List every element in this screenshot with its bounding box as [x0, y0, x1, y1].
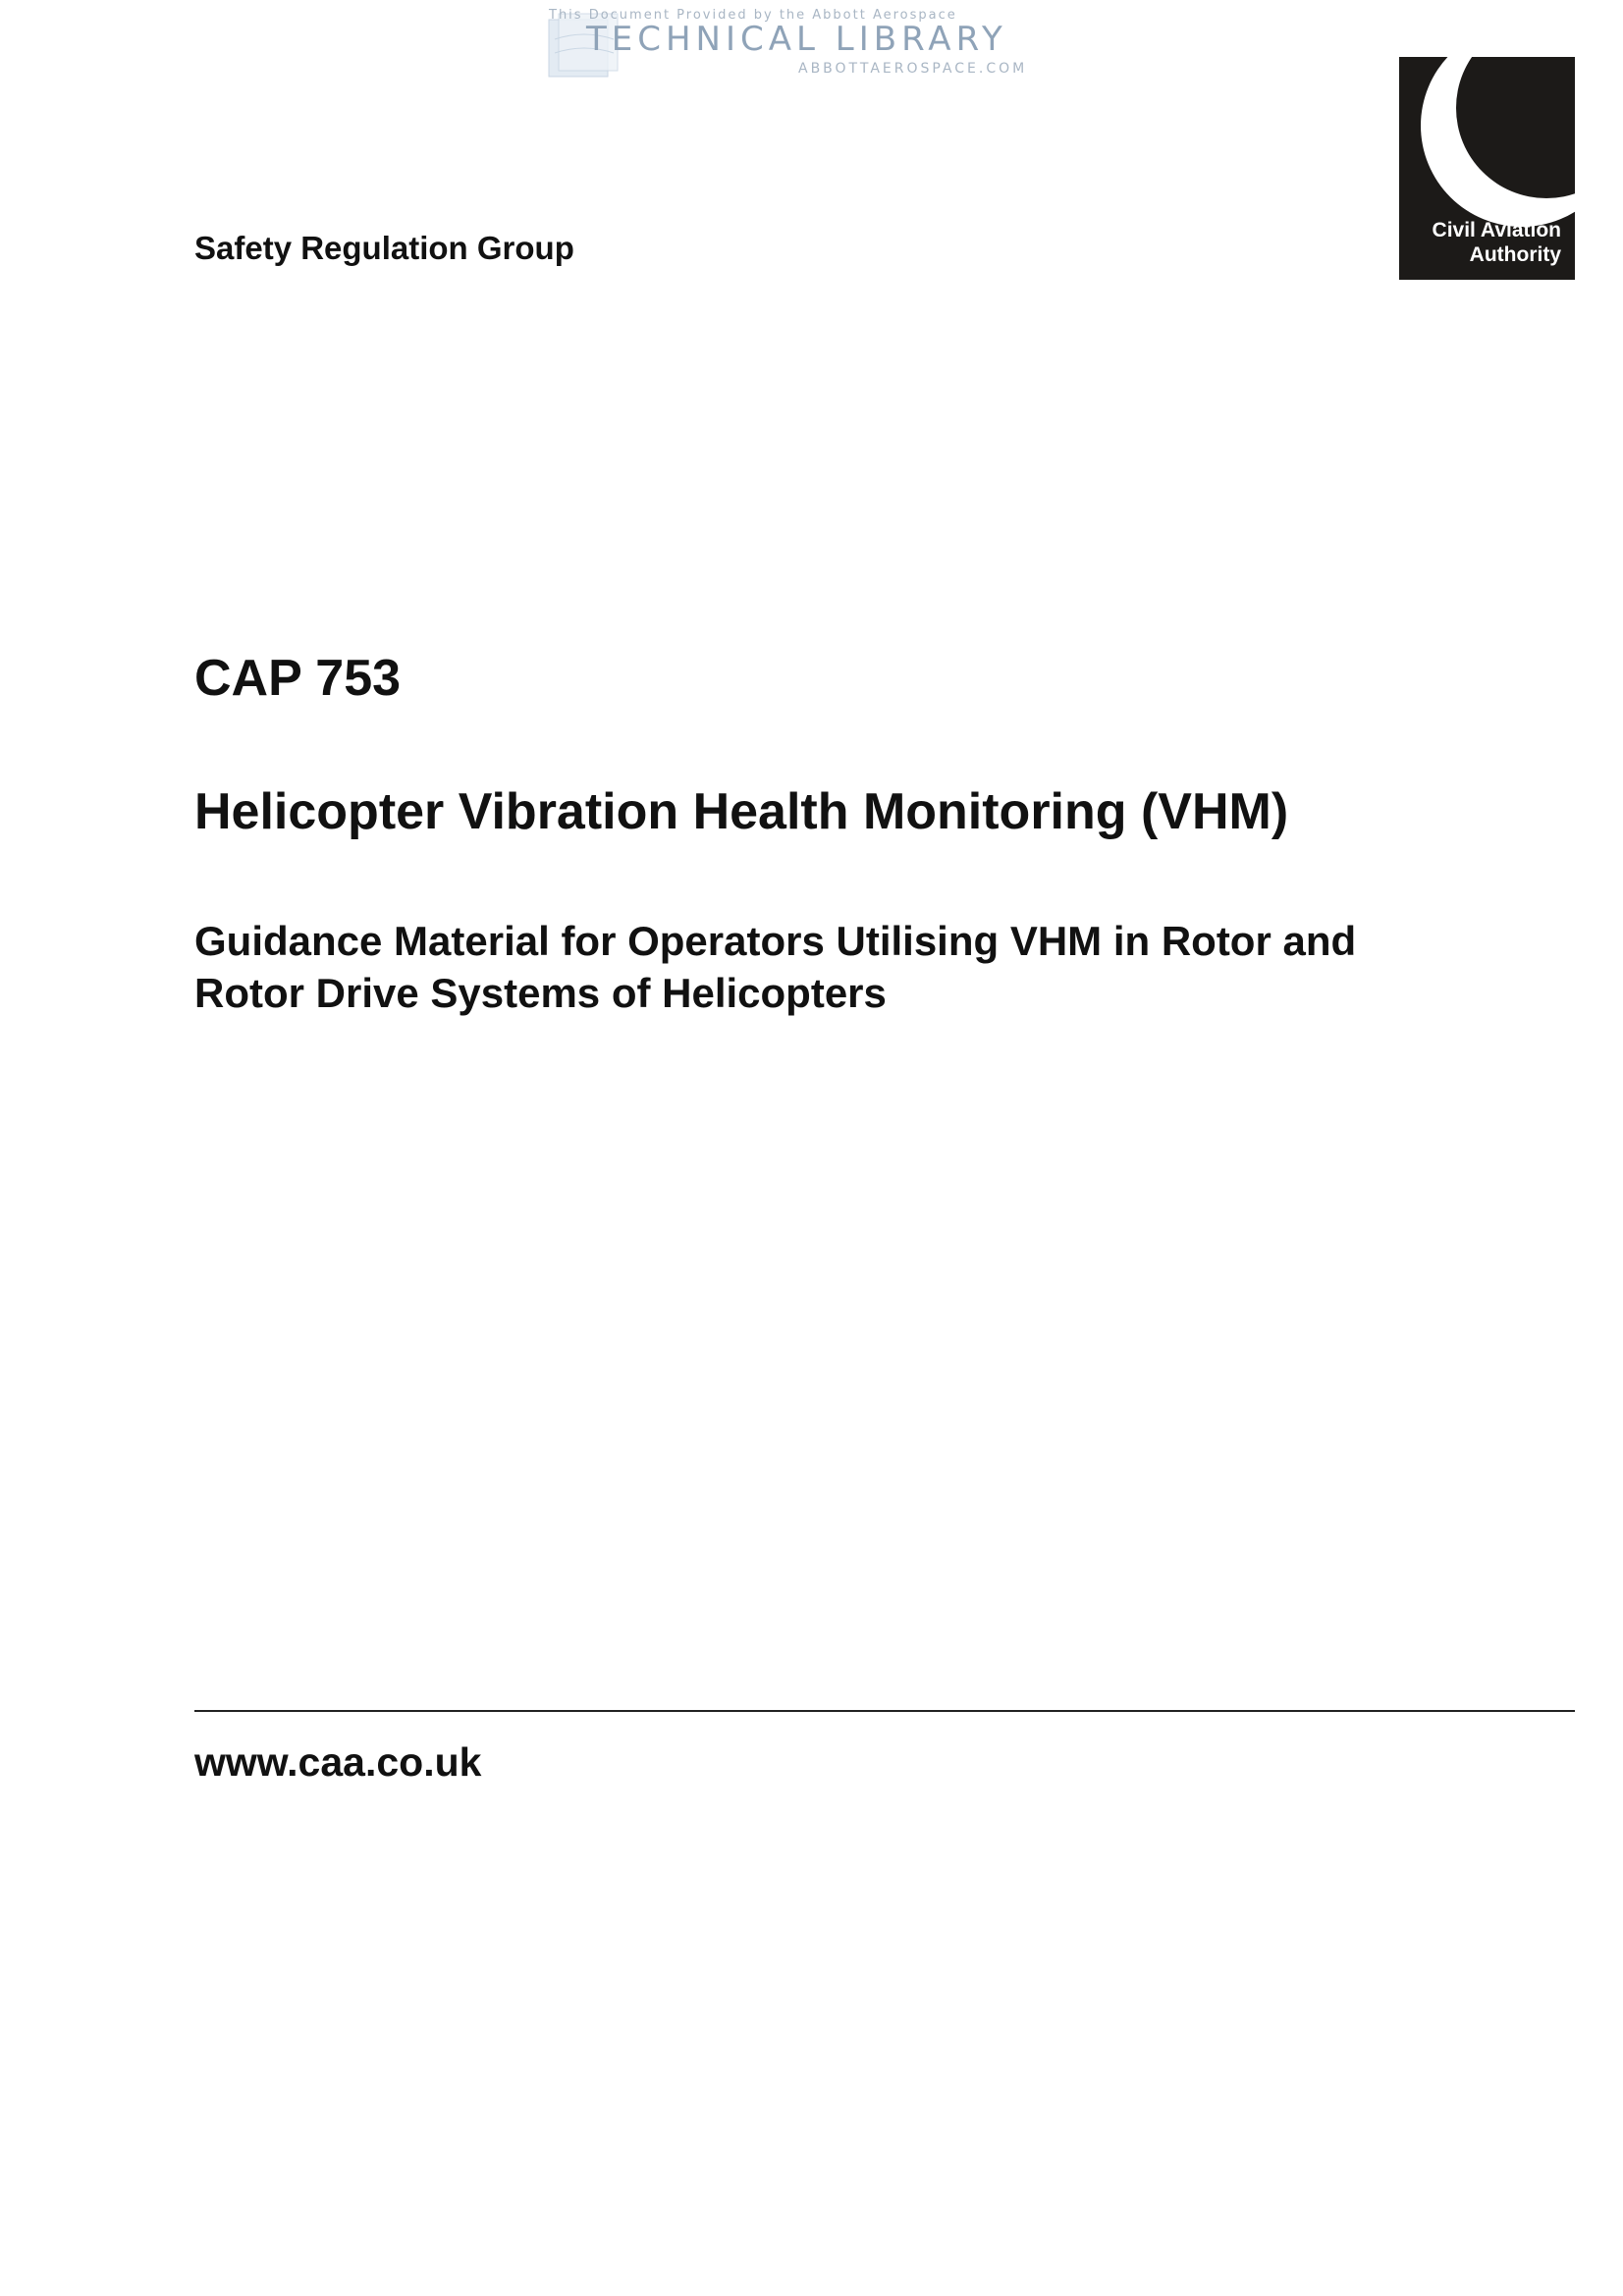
group-label: Safety Regulation Group: [194, 230, 574, 266]
watermark-provided-by: This Document Provided by the Abbott Aerospace: [549, 8, 957, 23]
caa-logo: [1399, 57, 1575, 280]
document-subtitle: [194, 915, 1356, 1019]
watermark: [545, 4, 1055, 82]
footer-divider: [194, 1710, 1575, 1712]
watermark-technical-library: TECHNICAL LIBRARY: [586, 20, 1007, 59]
watermark-website: ABBOTTAEROSPACE.COM: [798, 61, 1028, 77]
document-number: CAP 753: [194, 650, 402, 707]
website-link[interactable]: www.caa.co.uk: [194, 1739, 482, 1785]
caa-logo-line1: Civil Aviation: [1432, 219, 1561, 241]
document-title: Helicopter Vibration Health Monitoring (VHM): [194, 783, 1289, 840]
subtitle-line-1: Guidance Material for Operators Utilising VHM in Rotor and: [194, 918, 1357, 964]
subtitle-line-2: Rotor Drive Systems of Helicopters: [194, 970, 887, 1016]
caa-logo-line2: Authority: [1469, 243, 1561, 266]
caa-logo-text: [1433, 218, 1561, 267]
